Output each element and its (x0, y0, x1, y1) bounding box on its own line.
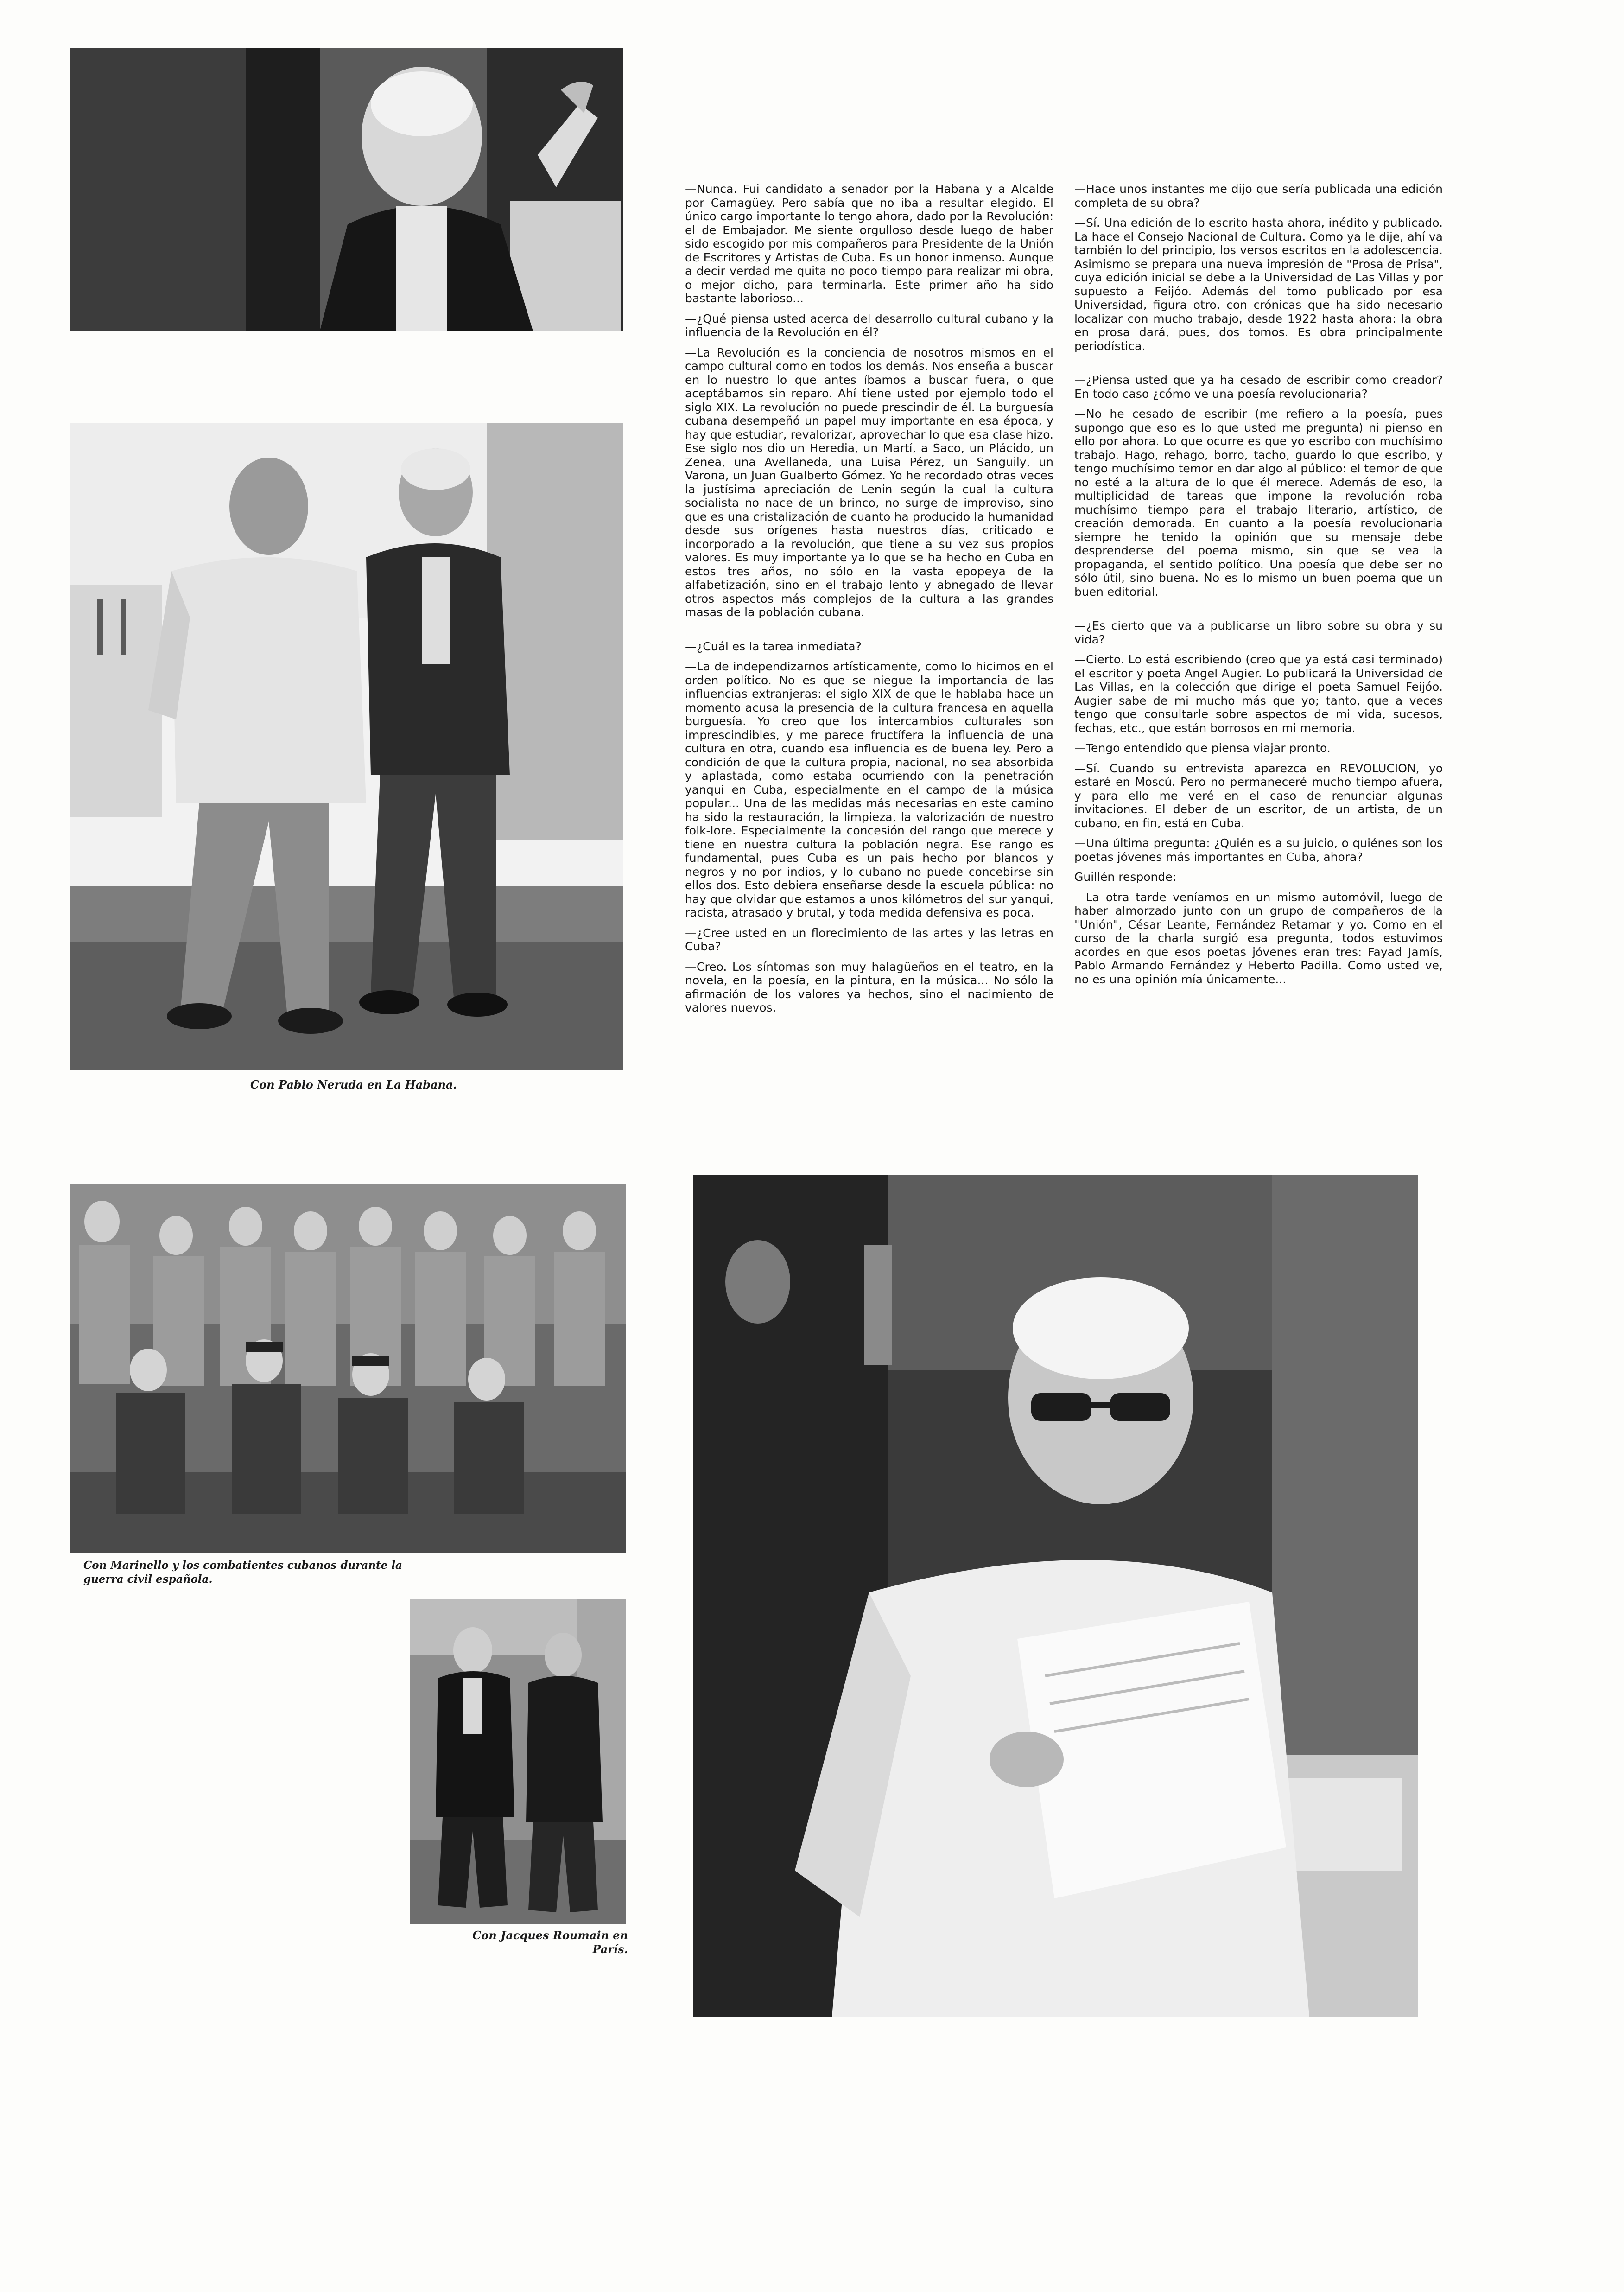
photo-reading-document (693, 1175, 1418, 2017)
caption-marinello: Con Marinello y los combatientes cubanos durante la guerra civil española. (83, 1559, 402, 1585)
paragraph: —¿Qué piensa usted acerca del desarrollo cultural cubano y la influencia de la Revolución en él? (685, 312, 1053, 339)
photo-group-combatants (70, 1184, 626, 1553)
paragraph: —Nunca. Fui candidato a senador por la Habana y a Alcalde por Camagüey. Pero sabía que no iba a resultar elegido. El único cargo importante lo tengo ahora, dado por la Revolución: el de Embajador. Me siente orgulloso desde luego de haber sido escogido por mis compañeros para Presidente de la Unión de Escritores y Artistas de Cuba. Es un honor inmenso. Aunque a decir verdad me quita no poco tiempo para realizar mi obra, o mejor dicho, para terminarla. Este primer año ha sido bastante laborioso... (685, 182, 1053, 305)
paragraph: —La otra tarde veníamos en un mismo automóvil, luego de haber almorzado junto con un grupo de compañeros de la "Unión", César Leante, Fernández Retamar y yo. Como en el curso de la charla surgió esa pregunta, todos estuvimos acordes en que esos poetas jóvenes eran tres: Fayad Jamís, Pablo Armando Fernández y Heberto Padilla. Como usted ve, no es una opinión mía únicamente... (1074, 890, 1443, 986)
paragraph: —Una última pregunta: ¿Quién es a su juicio, o quiénes son los poetas jóvenes más importantes en Cuba, ahora? (1074, 836, 1443, 864)
photo-group-combatants-image (70, 1184, 626, 1553)
paragraph: —¿Es cierto que va a publicarse un libro sobre su obra y su vida? (1074, 619, 1443, 646)
paragraph: —Sí. Una edición de lo escrito hasta ahora, inédito y publicado. La hace el Consejo Nacional de Cultura. Como ya le dije, ahí va también lo del principio, los versos escritos en la adolescencia. Asimismo se prepara una nueva impresión de "Prosa de Prisa", cuya edición inicial se debe a la Universidad de Las Villas y por supuesto a Feijóo. Además del tomo publicado por esa Universidad, figura otro, con crónicas que ha sido necesario localizar con mucho trabajo, desde 1922 hasta ahora: la obra en prosa dará, pues, dos tomos. Es obra principalmente periodística. (1074, 216, 1443, 353)
caption-neruda: Con Pablo Neruda en La Habana. (250, 1078, 457, 1091)
text-column-left (685, 182, 1053, 1021)
photo-reading-document-image (693, 1175, 1418, 2017)
paragraph: —Creo. Los síntomas son muy halagüeños en el teatro, en la novela, en la poesía, en la pintura, en la música... No sólo la afirmación de los valores ya hechos, sino el nacimiento de valores nuevos. (685, 960, 1053, 1014)
paragraph: —Sí. Cuando su entrevista aparezca en REVOLUCION, yo estaré en Moscú. Pero no permaneceré mucho tiempo afuera, y para ello me veré en el caso de renunciar algunas invitaciones. El deber de un escritor, de un artista, de un cubano, en fin, está en Cuba. (1074, 761, 1443, 830)
caption-roumain: Con Jacques Roumain en París. (472, 1929, 628, 1956)
paragraph: Guillén responde: (1074, 870, 1177, 884)
photo-with-roumain (410, 1599, 626, 1924)
photo-with-neruda-image (70, 423, 623, 1070)
paragraph: —¿Cree usted en un florecimiento de las artes y las letras en Cuba? (685, 926, 1053, 953)
paragraph: —Tengo entendido que piensa viajar pronto. (1074, 741, 1331, 755)
paragraph: —Hace unos instantes me dijo que sería publicada una edición completa de su obra? (1074, 182, 1443, 210)
paragraph: —La de independizarnos artísticamente, como lo hicimos en el orden político. No es que se niegue la importancia de las influencias extranjeras: el siglo XIX de que le hablaba hace un momento acusa la presencia de la cultura francesa en aquella burguesía. Yo creo que los intercambios culturales son imprescindibles, y me parece fructífera la influencia de una cultura en otra, cuando esa influencia es de buena ley. Pero a condición de que la cultura propia, nacional, no sea absorbida y aplastada, como estaba ocurriendo con la penetración yanqui en Cuba, especialmente en el campo de la música popular... Una de las medidas más necesarias en este camino ha sido la restauración, la limpieza, la valorización de nuestro folk-lore. Especialmente la concesión del rango que merece y tiene en nuestra cultura la población negra. Ese rango es fundamental, pues Cuba es un país hecho por blancos y negros y no por indios, y lo cubano no puede concebirse sin ellos dos. Esto debiera enseñarse desde la escuela pública: no hay que olvidar que estamos a unos kilómetros del sur yanqui, racista, atrasado y brutal, y toda medida defensiva es poca. (685, 660, 1053, 919)
paragraph: —¿Cuál es la tarea inmediata? (685, 639, 862, 653)
paragraph: —No he cesado de escribir (me refiero a la poesía, pues supongo que eso es lo que usted me pregunta) ni pienso en ello por ahora. Lo que ocurre es que yo escribo con muchísimo trabajo. Hago, rehago, borro, tacho, guardo lo que escribo, y tengo muchísimo temor en dar algo al público: el temor de que no esté a la altura de lo que él merece. Además de eso, la multiplicidad de tareas que impone la revolución roba muchísimo tiempo para el trabajo literario, artístico, de creación demorada. En cuanto a la poesía revolucionaria siempre he tenido la opinión que su mensaje debe desprenderse del poema mismo, sin que se vea la propaganda, el sentido político. Una poesía que debe ser no sólo útil, sino buena. No es lo mismo un buen poema que un buen editorial. (1074, 407, 1443, 598)
photo-portrait-gesturing (70, 48, 623, 331)
paragraph: —¿Piensa usted que ya ha cesado de escribir como creador? En todo caso ¿cómo ve una poesía revolucionaria? (1074, 373, 1443, 401)
paragraph: —Cierto. Lo está escribiendo (creo que ya está casi terminado) el escritor y poeta Angel Augier. Lo publicará la Universidad de Las Villas, en la colección que dirige el poeta Samuel Feijóo. Augier sabe de mi mucho más que yo; tanto, que a veces tengo que consultarle sobre aspectos de mi vida, sucesos, fechas, etc., que están borrosos en mi memoria. (1074, 653, 1443, 735)
photo-with-roumain-image (410, 1599, 626, 1924)
photo-portrait-gesturing-image (70, 48, 623, 331)
text-column-right (1074, 182, 1443, 993)
photo-with-neruda (70, 423, 623, 1070)
paragraph: —La Revolución es la conciencia de nosotros mismos en el campo cultural como en todos los demás. Nos enseña a buscar en lo nuestro lo que antes íbamos a buscar fuera, o que aceptábamos sin reparo. Ahí tiene usted por ejemplo todo el siglo XIX. La revolución no puede prescindir de él. La burguesía cubana desempeñó un papel muy importante en esa época, y hay que estudiar, revalorizar, aprovechar lo que esa clase hizo. Ese siglo nos dio un Heredia, un Martí, a Saco, un Plácido, un Zenea, una Avellaneda, una Luisa Pérez, un Sanguily, un Varona, un Juan Gualberto Gómez. Yo he recordado otras veces la justísima apreciación de Lenin según la cual la cultura socialista no nace de un brinco, no surge de improviso, sino que es una cristalización de cuanto ha producido la humanidad desde sus orígenes hasta nuestros días, criticado e incorporado a la revolución, que tiene a su vez sus propios valores. Es muy importante ya lo que se ha hecho en Cuba en estos tres años, no sólo en la vasta epopeya de la alfabetización, sino en el trabajo lento y abnegado de llevar otros aspectos más complejos de la cultura a las grandes masas de la población cubana. (685, 345, 1053, 619)
